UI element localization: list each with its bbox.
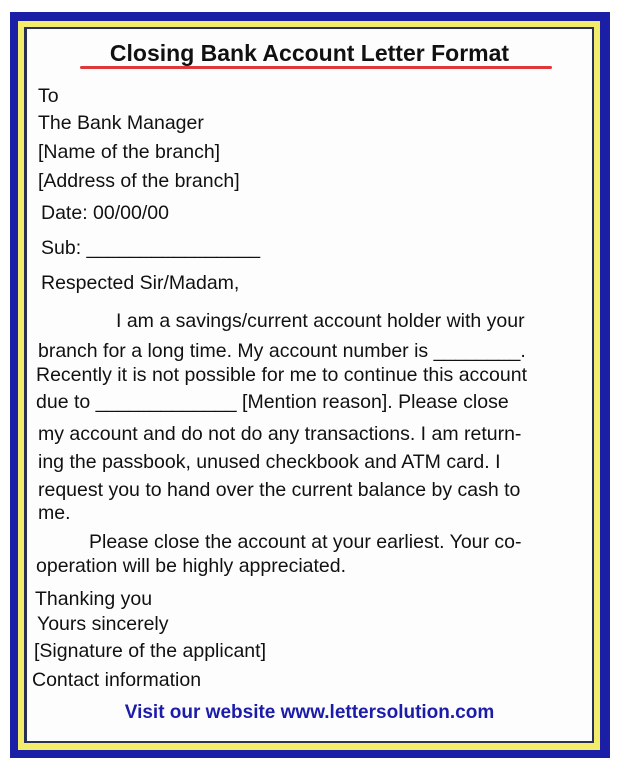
title-underline: [80, 66, 552, 69]
letter-page: [27, 29, 592, 741]
signature-placeholder: [Signature of the applicant]: [34, 640, 266, 662]
closing-paragraph-line: Please close the account at your earliest. Your co-: [89, 531, 522, 553]
body-line: Recently it is not possible for me to continue this account: [36, 364, 528, 386]
body-line: I am a savings/current account holder with your: [116, 310, 525, 332]
subject-line: Sub: ________________: [41, 237, 261, 259]
thanks-line: Thanking you: [35, 588, 153, 610]
page-title: Closing Bank Account Letter Format: [109, 40, 510, 66]
date-line: Date: 00/00/00: [41, 202, 169, 224]
address-branch-address: [Address of the branch]: [38, 170, 240, 192]
address-to: To: [38, 85, 59, 107]
address-branch-name: [Name of the branch]: [38, 141, 221, 163]
salutation: Respected Sir/Madam,: [41, 272, 240, 294]
contact-information: Contact information: [32, 669, 202, 691]
body-line: branch for a long time. My account number is ________.: [38, 340, 526, 362]
website-footer: Visit our website www.lettersolution.com: [124, 702, 495, 723]
body-line: my account and do not do any transactions. I am return-: [38, 423, 522, 445]
body-line: due to _____________ [Mention reason]. Please close: [36, 391, 509, 413]
closing-paragraph-line: operation will be highly appreciated.: [36, 555, 347, 577]
closing-line: Yours sincerely: [37, 613, 169, 635]
address-recipient: The Bank Manager: [38, 112, 204, 134]
body-line: me.: [38, 502, 71, 524]
body-line: request you to hand over the current balance by cash to: [38, 479, 521, 501]
body-line: ing the passbook, unused checkbook and ATM card. I: [38, 451, 501, 473]
